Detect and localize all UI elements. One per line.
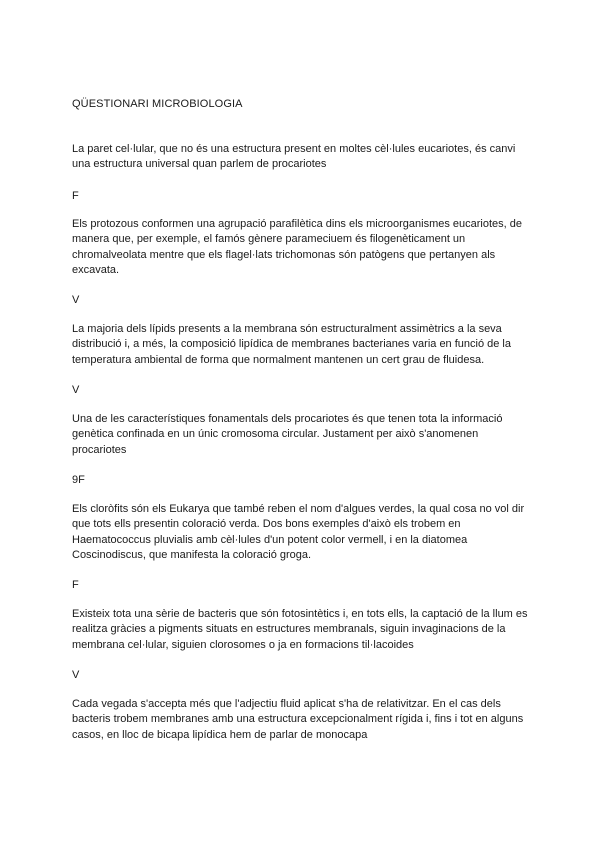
question-1	[72, 142, 534, 173]
question-text: Els protozous conformen una agrupació parafilètica dins els microorganismes eucariotes, de manera que, per exemple, el famós gènere parameciuem és filogenèticament un chromalveolata mentre que els flagel·lats trichomonas són patògens que pertanyen als excavata.	[72, 218, 523, 276]
answer-1: F	[72, 190, 79, 202]
question-3	[72, 322, 534, 368]
answer-6: V	[72, 669, 80, 681]
question-2	[72, 217, 534, 278]
question-6	[72, 607, 534, 653]
question-text: Els cloròfits són els Eukarya que també reben el nom d'algues verdes, la qual cosa no vol dir que tots ells presentin coloració verda. Dos bons exemples d'això els trobem en Haematococcus pluvialis amb cèl·lules d'un potent color vermell, i en la diatomea Coscinodiscus, que manifesta la coloració groga.	[72, 503, 525, 561]
answer-4: 9F	[72, 474, 85, 486]
answer-3: V	[72, 384, 80, 396]
question-text: La majoria dels lípids presents a la membrana són estructuralment assimètrics a la seva distribució i, a més, la composició lipídica de membranes bacterianes varia en funció de la temperatura ambiental de forma que normalment mantenen un cert grau de fluidesa.	[72, 323, 511, 366]
question-text: La paret cel·lular, que no és una estructura present en moltes cèl·lules eucariotes, és canvi una estructura universal quan parlem de procariotes	[72, 143, 516, 171]
question-text: Cada vegada s'accepta més que l'adjectiu fluid aplicat s'ha de relativitzar. En el cas dels bacteris trobem membranes amb una estructura excepcionalment rígida i, fins i tot en alguns casos, en lloc de bicapa lipídica hem de parlar de monocapa	[72, 698, 524, 741]
question-text: Una de les característiques fonamentals dels procariotes és que tenen tota la informació genètica confinada en un únic cromosoma circular. Justament per això s'anomenen procariotes	[72, 413, 503, 456]
question-4	[72, 412, 534, 458]
answer-2: V	[72, 294, 80, 306]
answer-5: F	[72, 579, 79, 591]
question-5	[72, 502, 534, 563]
question-7	[72, 697, 534, 743]
document-title: QÜESTIONARI MICROBIOLOGIA	[72, 98, 243, 110]
question-text: Existeix tota una sèrie de bacteris que són fotosintètics i, en tots ells, la captació de la llum es realitza gràcies a pigments situats en estructures membranals, siguin invaginacions de la membrana cel·lular, siguien clorosomes o ja en formacions til·lacoides	[72, 608, 528, 651]
